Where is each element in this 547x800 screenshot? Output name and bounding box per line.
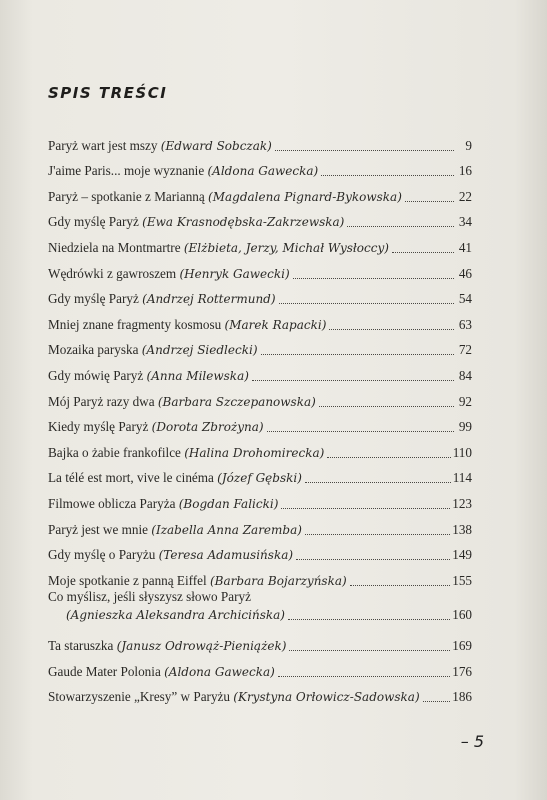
- toc-entry: [48, 154, 472, 180]
- leader-dots: [305, 482, 451, 483]
- entry-title: Mozaika paryska: [48, 342, 139, 358]
- entry-title: Paryż jest we mnie: [48, 521, 148, 537]
- entry-title: Stowarzyszenie „Kresy” w Paryżu: [48, 689, 230, 705]
- leader-dots: [321, 175, 454, 176]
- leader-dots: [329, 329, 454, 330]
- leader-dots: [289, 650, 450, 651]
- leader-dots: [278, 676, 450, 677]
- entry-author: (Bogdan Falicki): [178, 496, 279, 511]
- leader-dots: [252, 380, 454, 381]
- entry-title: Filmowe oblicza Paryża: [48, 495, 176, 511]
- toc-entry: [48, 538, 472, 564]
- entry-author: (Janusz Odrowąż-Pieniążek): [116, 639, 287, 654]
- entry-title: Gdy myślę Paryż: [48, 291, 139, 307]
- entry-author: (Edward Sobczak): [160, 138, 272, 153]
- leader-dots: [405, 201, 454, 202]
- entry-page: 186: [452, 689, 472, 705]
- entry-author: (Izabella Anna Zaremba): [151, 522, 302, 537]
- entry-page: 72: [458, 342, 472, 358]
- entry-page: 9: [465, 137, 472, 153]
- toc-entry: [48, 680, 472, 706]
- entry-title: Gdy mówię Paryż: [48, 367, 144, 383]
- leader-dots: [347, 226, 454, 227]
- entry-author: (Teresa Adamusińska): [158, 548, 294, 563]
- toc-entry: [48, 307, 472, 333]
- entry-author: (Agnieszka Aleksandra Archicińska): [66, 607, 285, 622]
- entry-page: 84: [458, 367, 472, 383]
- toc-entry-two-line: [48, 589, 472, 629]
- entry-author: (Andrzej Siedlecki): [141, 343, 258, 358]
- entry-title: Moje spotkanie z panną Eiffel: [48, 572, 207, 588]
- toc-entry: [48, 384, 472, 410]
- entry-author: (Marek Rapacki): [224, 317, 327, 332]
- entry-page: 92: [458, 393, 472, 409]
- entry-author: (Józef Gębski): [217, 471, 302, 486]
- entry-page: 22: [458, 188, 472, 204]
- leader-dots: [275, 150, 454, 151]
- leader-dots: [305, 534, 450, 535]
- entry-author: (Krystyna Orłowicz-Sadowska): [233, 690, 420, 705]
- leader-dots: [288, 619, 450, 620]
- toc-entry: [48, 512, 472, 538]
- entry-title: La télé est mort, vive le cinéma: [48, 470, 214, 486]
- entry-page: 138: [452, 521, 472, 537]
- entry-author: (Barbara Szczepanowska): [157, 394, 316, 409]
- table-of-contents: [48, 128, 472, 705]
- entry-author: (Anna Milewska): [146, 368, 249, 383]
- leader-dots: [319, 406, 454, 407]
- entry-title: Ta staruszka: [48, 638, 114, 654]
- toc-entry: [48, 128, 472, 154]
- toc-entry: [48, 282, 472, 308]
- page-number: – 5: [460, 732, 484, 751]
- toc-entry: [48, 486, 472, 512]
- toc-entry: [48, 410, 472, 436]
- leader-dots: [423, 701, 451, 702]
- entry-title: Bajka o żabie frankofilce: [48, 444, 181, 460]
- toc-entry: [48, 256, 472, 282]
- entry-page: 34: [458, 214, 472, 230]
- entry-title: J'aime Paris... moje wyznanie: [48, 163, 205, 179]
- leader-dots: [281, 508, 450, 509]
- toc-entry: [48, 179, 472, 205]
- entry-title: Wędrówki z gawroszem: [48, 265, 177, 281]
- entry-title: Mniej znane fragmenty kosmosu: [48, 316, 222, 332]
- entry-author: (Dorota Zbrożyna): [151, 420, 264, 435]
- toc-entry: [48, 358, 472, 384]
- toc-entry: [48, 230, 472, 256]
- entry-author: (Barbara Bojarzyńska): [210, 573, 347, 588]
- entry-title: Paryż – spotkanie z Marianną: [48, 188, 205, 204]
- toc-entry: [48, 461, 472, 487]
- entry-page: 160: [452, 606, 472, 622]
- entry-title: Mój Paryż razy dwa: [48, 393, 155, 409]
- leader-dots: [267, 431, 454, 432]
- entry-title: Gdy myślę Paryż: [48, 214, 139, 230]
- entry-page: 41: [458, 239, 472, 255]
- entry-page: 149: [452, 547, 472, 563]
- entry-title: Co myślisz, jeśli słyszysz słowo Paryż: [48, 588, 251, 604]
- entry-author: (Elżbieta, Jerzy, Michał Wysłoccy): [183, 240, 389, 255]
- entry-page: 16: [458, 163, 472, 179]
- entry-page: 176: [452, 663, 472, 679]
- entry-title: Gaude Mater Polonia: [48, 663, 161, 679]
- entry-page: 63: [458, 316, 472, 332]
- entry-author: (Aldona Gawecka): [164, 664, 275, 679]
- toc-entry: [48, 563, 472, 589]
- entry-author: (Ewa Krasnodębska-Zakrzewska): [142, 215, 345, 230]
- entry-title: Niedziela na Montmartre: [48, 239, 181, 255]
- entry-author: (Aldona Gawecka): [207, 164, 319, 179]
- entry-page: 155: [452, 572, 472, 588]
- leader-dots: [392, 252, 454, 253]
- toc-entry: [48, 654, 472, 680]
- toc-title: SPIS TREŚCI: [48, 84, 168, 102]
- entry-page: 169: [452, 638, 472, 654]
- entry-page: 54: [458, 291, 472, 307]
- entry-title: Paryż wart jest mszy: [48, 137, 158, 153]
- leader-dots: [293, 278, 454, 279]
- entry-title: Kiedy myślę Paryż: [48, 419, 149, 435]
- entry-page: 46: [458, 265, 472, 281]
- entry-page: 123: [452, 495, 472, 511]
- toc-entry: [48, 435, 472, 461]
- toc-entry: [48, 205, 472, 231]
- entry-author: (Andrzej Rottermund): [142, 292, 276, 307]
- leader-dots: [350, 585, 451, 586]
- entry-page: 110: [452, 444, 472, 460]
- entry-title: Gdy myślę o Paryżu: [48, 547, 156, 563]
- entry-page: 99: [458, 419, 472, 435]
- entry-author: (Magdalena Pignard-Bykowska): [208, 189, 402, 204]
- toc-entry: [48, 333, 472, 359]
- leader-dots: [296, 559, 450, 560]
- leader-dots: [261, 354, 455, 355]
- entry-author: (Henryk Gawecki): [179, 266, 290, 281]
- leader-dots: [327, 457, 450, 458]
- leader-dots: [279, 303, 454, 304]
- entry-page: 114: [452, 470, 472, 486]
- entry-author: (Halina Drohomirecka): [184, 445, 325, 460]
- toc-entry: [48, 629, 472, 655]
